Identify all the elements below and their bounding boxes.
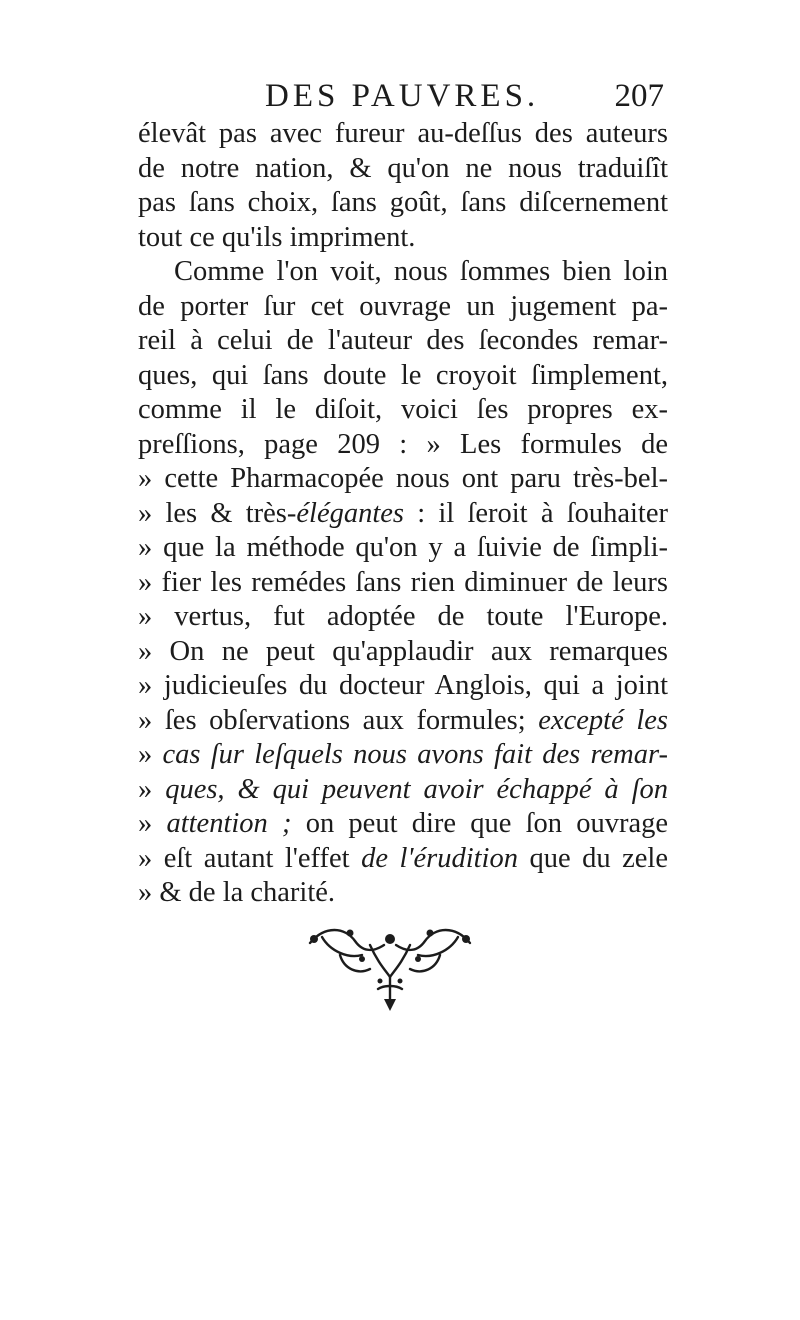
- text-run: »: [138, 773, 166, 805]
- text-line: » cette Pharmacopée nous ont paru très-bel-: [138, 463, 668, 494]
- page-header: [140, 78, 680, 122]
- text-line: [138, 738, 668, 773]
- text-line: » On ne peut qu'applaudir aux remarques: [138, 635, 668, 667]
- text-run: »: [138, 808, 167, 839]
- text-run: » eſt autant l'effet: [138, 842, 362, 874]
- text-line: [138, 704, 668, 739]
- text-line: reil à celui de l'auteur des ſecondes remar-: [138, 325, 668, 356]
- text-line: preſſions, page 209 : » Les formules de: [138, 428, 668, 460]
- text-line: » & de la charité.: [138, 877, 336, 908]
- text-line: tout ce qu'ils impriment.: [138, 221, 416, 253]
- text-run: que du zele: [517, 842, 668, 874]
- page-number: 207: [614, 78, 664, 114]
- floral-ornament-icon: [300, 915, 480, 1015]
- text-line: [138, 807, 668, 842]
- text-run: » les & très-: [138, 497, 297, 529]
- text-line: » vertus, fut adoptée de toute l'Europe.: [138, 601, 668, 632]
- text-line: comme il le diſoit, voici ſes propres ex-: [138, 394, 668, 425]
- text-run: » ſes obſervations aux formules;: [138, 704, 539, 736]
- text-run: : il ſeroit à ſouhaiter: [404, 497, 668, 529]
- italic-run: attention ;: [166, 808, 292, 839]
- text-line: pas ſans choix, ſans goût, ſans diſcernement: [138, 187, 668, 218]
- text-line: de porter ſur cet ouvrage un jugement pa-: [138, 290, 668, 322]
- text-line: [138, 842, 668, 877]
- running-title: DES PAUVRES.: [265, 78, 540, 114]
- italic-run: ques, & qui peuvent avoir échappé à ſon: [165, 773, 668, 805]
- text-run: »: [138, 739, 163, 770]
- text-line: [138, 773, 668, 808]
- text-line: » judicieuſes du docteur Anglois, qui a joint: [138, 670, 668, 701]
- text-line: Comme l'on voit, nous ſommes bien loin: [174, 256, 668, 287]
- body-text: [138, 117, 668, 911]
- text-line: » fier les remédes ſans rien diminuer de leurs: [138, 566, 668, 598]
- text-line: » que la méthode qu'on y a ſuivie de ſimpli-: [138, 532, 668, 563]
- italic-run: cas ſur leſquels nous avons fait des remar-: [162, 739, 668, 770]
- text-line: [138, 497, 668, 532]
- italic-run: excepté les: [538, 704, 668, 736]
- italic-run: élégantes: [296, 497, 405, 529]
- text-run: on peut dire que ſon ouvrage: [291, 808, 668, 839]
- text-line: ques, qui ſans doute le croyoit ſimplement,: [138, 359, 668, 391]
- text-line: élevât pas avec fureur au-deſſus des auteurs: [138, 118, 668, 149]
- italic-run: de l'érudition: [361, 842, 518, 874]
- text-line: de notre nation, & qu'on ne nous traduiſît: [138, 152, 668, 184]
